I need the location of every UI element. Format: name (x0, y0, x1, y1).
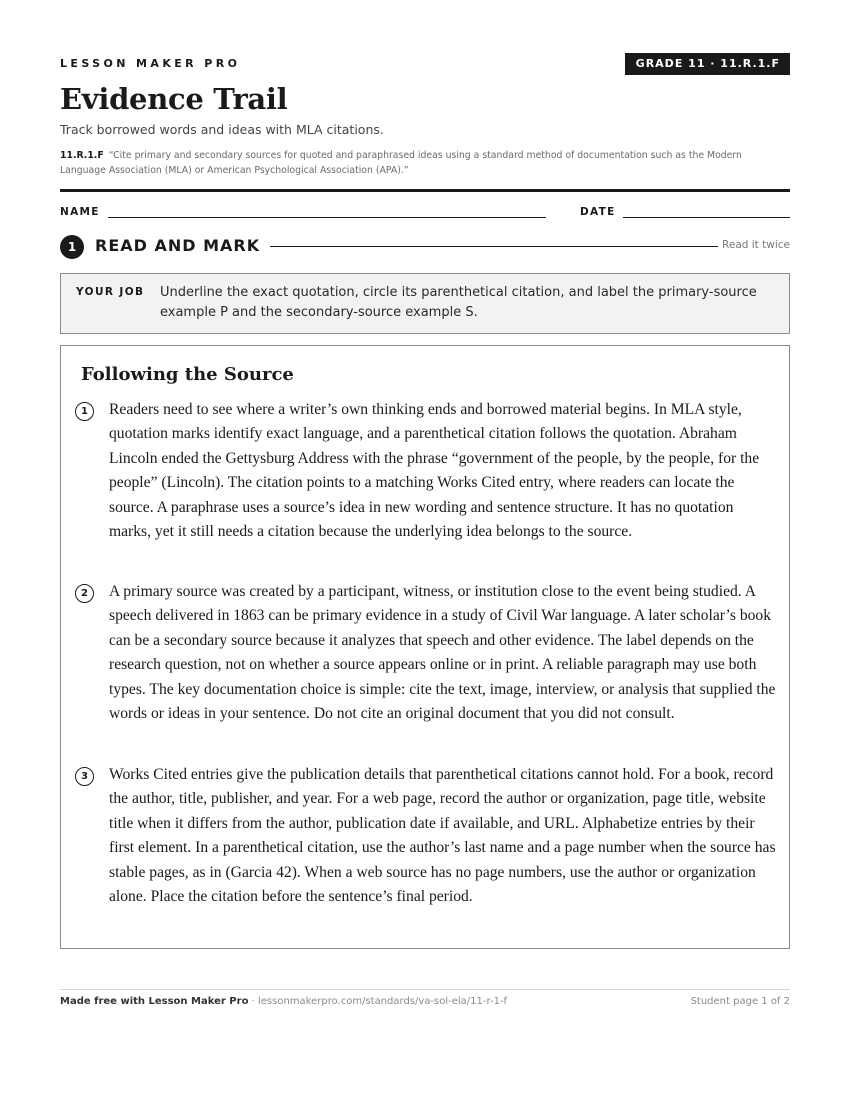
name-label: NAME (60, 206, 100, 218)
header-divider (60, 189, 790, 192)
reading-passage (60, 345, 790, 949)
instructions-label: YOUR JOB (76, 286, 145, 298)
grade-badge: GRADE 11 · 11.R.1.F (625, 53, 790, 75)
instructions-text: Underline the exact quotation, circle its parenthetical citation, and label the primary-source example P and the secondary-source example S. (160, 285, 757, 320)
standard-text: “Cite primary and secondary sources for quoted and paraphrased ideas using a standard method of documentation such as the Modern Language Association (MLA) or American Psychological Association (APA).” (60, 150, 742, 176)
instructions-box (60, 273, 790, 334)
date-label: DATE (580, 206, 616, 218)
paragraph-text: A primary source was created by a participant, witness, or institution close to the event being studied. A speech delivered in 1863 can be primary evidence in a study of Civil War language. A later scholar’s book can be a secondary source because it analyzes that speech and other evidence. The label depends on the research question, not on whether a source appears online or in print. A reliable paragraph may use both types. The key documentation choice is simple: cite the text, image, interview, or analysis that supplied the words or ideas in your sentence. Do not cite an original document that you did not consult. (109, 583, 776, 723)
footer-made-with: Made free with Lesson Maker Pro (60, 996, 249, 1007)
section-header (60, 235, 790, 259)
paragraph-number: 2 (75, 584, 94, 603)
name-field[interactable] (108, 217, 546, 218)
standard-statement (60, 148, 790, 178)
footer-credit (60, 996, 507, 1007)
section-rule (270, 246, 718, 247)
footer-url: · lessonmakerpro.com/standards/va-sol-ela/11-r-1-f (248, 996, 508, 1007)
date-field[interactable] (623, 217, 790, 218)
page-title: Evidence Trail (60, 82, 288, 116)
footer-page-number: Student page 1 of 2 (690, 996, 790, 1007)
paragraph-text: Works Cited entries give the publication details that parenthetical citations cannot hold. For a book, record the author, title, publisher, and year. For a web page, record the author or organization, page title, website title when it differs from the author, publication date if available, and URL. Alphabetize entries by their first element. In a parenthetical citation, use the author’s last name and a page number when the source has stable pages, as in (Garcia 42). When a web source has no page numbers, use the author or organization alone. Place the citation before the sentence’s final period. (109, 766, 776, 906)
section-title: READ AND MARK (95, 236, 261, 255)
name-date-row (60, 206, 790, 220)
section-number-badge: 1 (60, 235, 84, 259)
paragraph-text: Readers need to see where a writer’s own thinking ends and borrowed material begins. In MLA style, quotation marks identify exact language, and a parenthetical citation follows the quotation. Abraham Lincoln ended the Gettysburg Address with the phrase “government of the people, by the people, for the people” (Lincoln). The citation points to a matching Works Cited entry, where readers can locate the source. A paraphrase uses a source’s idea in new wording and sentence structure. It has no quotation marks, yet it still needs a citation because the underlying idea belongs to the source. (109, 401, 760, 541)
standard-code: 11.R.1.F (60, 150, 104, 161)
paragraph-number: 3 (75, 767, 94, 786)
brand-name: LESSON MAKER PRO (60, 57, 241, 70)
page-subtitle: Track borrowed words and ideas with MLA citations. (60, 122, 384, 137)
footer-divider (60, 989, 790, 990)
section-note: Read it twice (722, 239, 790, 251)
passage-title: Following the Source (81, 364, 294, 385)
paragraph-number: 1 (75, 402, 94, 421)
